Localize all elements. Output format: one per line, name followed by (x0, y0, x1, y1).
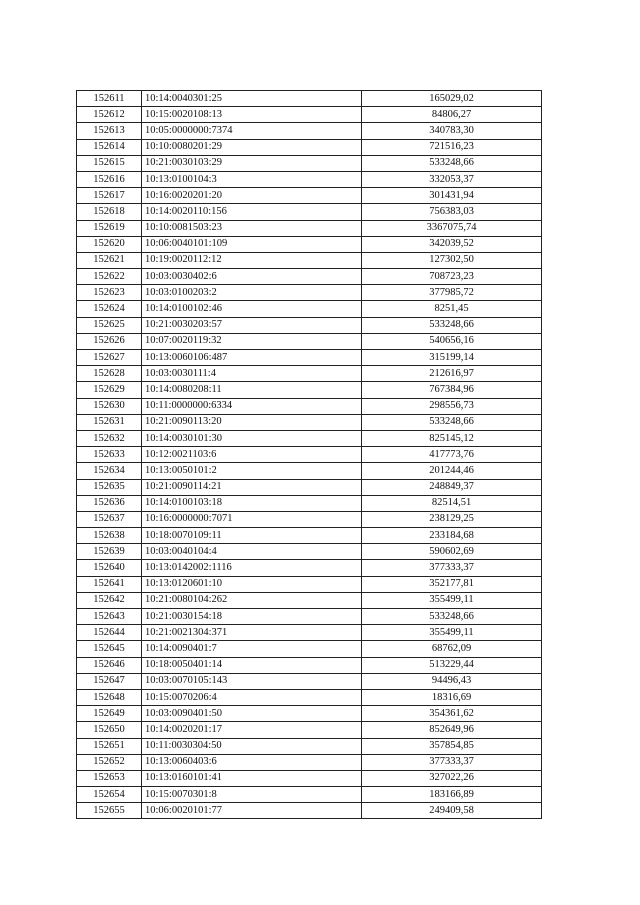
table-row (77, 285, 542, 301)
table-row (77, 398, 542, 414)
row-id-cell: 152645 (77, 641, 142, 657)
cadastral-number-cell: 10:11:0030304:50 (142, 738, 362, 754)
cadastral-number-cell: 10:21:0090114:21 (142, 479, 362, 495)
row-id-cell: 152630 (77, 398, 142, 414)
cadastral-number-cell: 10:15:0070301:8 (142, 787, 362, 803)
value-cell: 68762,09 (362, 641, 542, 657)
row-id-cell: 152648 (77, 689, 142, 705)
table-row (77, 722, 542, 738)
row-id-cell: 152625 (77, 317, 142, 333)
value-cell: 233184,68 (362, 528, 542, 544)
cadastral-number-cell: 10:10:0080201:29 (142, 139, 362, 155)
value-cell: 127302,50 (362, 252, 542, 268)
table-row (77, 673, 542, 689)
table-row (77, 511, 542, 527)
table-row (77, 770, 542, 786)
value-cell: 355499,11 (362, 592, 542, 608)
data-table (76, 90, 542, 819)
cadastral-number-cell: 10:18:0050401:14 (142, 657, 362, 673)
row-id-cell: 152612 (77, 107, 142, 123)
table-row (77, 447, 542, 463)
row-id-cell: 152617 (77, 188, 142, 204)
cadastral-number-cell: 10:14:0090401:7 (142, 641, 362, 657)
row-id-cell: 152655 (77, 803, 142, 819)
row-id-cell: 152635 (77, 479, 142, 495)
cadastral-number-cell: 10:14:0040301:25 (142, 91, 362, 107)
table-row (77, 430, 542, 446)
value-cell: 767384,96 (362, 382, 542, 398)
row-id-cell: 152622 (77, 269, 142, 285)
cadastral-number-cell: 10:14:0100103:18 (142, 495, 362, 511)
value-cell: 332053,37 (362, 171, 542, 187)
value-cell: 212616,97 (362, 366, 542, 382)
value-cell: 355499,11 (362, 625, 542, 641)
value-cell: 342039,52 (362, 236, 542, 252)
cadastral-number-cell: 10:03:0070105:143 (142, 673, 362, 689)
value-cell: 708723,23 (362, 269, 542, 285)
cadastral-number-cell: 10:21:0030103:29 (142, 155, 362, 171)
cadastral-number-cell: 10:14:0100102:46 (142, 301, 362, 317)
value-cell: 533248,66 (362, 155, 542, 171)
table-row (77, 689, 542, 705)
value-cell: 852649,96 (362, 722, 542, 738)
row-id-cell: 152615 (77, 155, 142, 171)
table-row (77, 171, 542, 187)
cadastral-number-cell: 10:16:0020201:20 (142, 188, 362, 204)
row-id-cell: 152649 (77, 706, 142, 722)
value-cell: 84806,27 (362, 107, 542, 123)
table-row (77, 414, 542, 430)
value-cell: 533248,66 (362, 414, 542, 430)
cadastral-number-cell: 10:14:0080208:11 (142, 382, 362, 398)
cadastral-number-cell: 10:13:0060106:487 (142, 350, 362, 366)
row-id-cell: 152627 (77, 350, 142, 366)
cadastral-number-cell: 10:10:0081503:23 (142, 220, 362, 236)
table-row (77, 560, 542, 576)
value-cell: 301431,94 (362, 188, 542, 204)
value-cell: 183166,89 (362, 787, 542, 803)
cadastral-number-cell: 10:03:0040104:4 (142, 544, 362, 560)
cadastral-number-cell: 10:16:0000000:7071 (142, 511, 362, 527)
cadastral-number-cell: 10:03:0100203:2 (142, 285, 362, 301)
cadastral-number-cell: 10:14:0020201:17 (142, 722, 362, 738)
cadastral-number-cell: 10:13:0160101:41 (142, 770, 362, 786)
cadastral-number-cell: 10:14:0030101:30 (142, 430, 362, 446)
table-row (77, 528, 542, 544)
table-row (77, 236, 542, 252)
table-row (77, 366, 542, 382)
row-id-cell: 152631 (77, 414, 142, 430)
row-id-cell: 152646 (77, 657, 142, 673)
row-id-cell: 152654 (77, 787, 142, 803)
row-id-cell: 152638 (77, 528, 142, 544)
cadastral-number-cell: 10:15:0020108:13 (142, 107, 362, 123)
table-row (77, 463, 542, 479)
cadastral-number-cell: 10:03:0030402:6 (142, 269, 362, 285)
cadastral-number-cell: 10:14:0020110:156 (142, 204, 362, 220)
row-id-cell: 152651 (77, 738, 142, 754)
cadastral-number-cell: 10:21:0030203:57 (142, 317, 362, 333)
table-row (77, 803, 542, 819)
row-id-cell: 152633 (77, 447, 142, 463)
cadastral-number-cell: 10:18:0070109:11 (142, 528, 362, 544)
row-id-cell: 152616 (77, 171, 142, 187)
value-cell: 756383,03 (362, 204, 542, 220)
table-row (77, 317, 542, 333)
cadastral-number-cell: 10:13:0060403:6 (142, 754, 362, 770)
value-cell: 3367075,74 (362, 220, 542, 236)
table-row (77, 139, 542, 155)
value-cell: 18316,69 (362, 689, 542, 705)
table-row (77, 155, 542, 171)
table-row (77, 754, 542, 770)
row-id-cell: 152634 (77, 463, 142, 479)
value-cell: 354361,62 (362, 706, 542, 722)
row-id-cell: 152637 (77, 511, 142, 527)
table-row (77, 333, 542, 349)
table-row (77, 592, 542, 608)
value-cell: 165029,02 (362, 91, 542, 107)
table-row (77, 738, 542, 754)
table-row (77, 576, 542, 592)
cadastral-number-cell: 10:05:0000000:7374 (142, 123, 362, 139)
row-id-cell: 152614 (77, 139, 142, 155)
value-cell: 327022,26 (362, 770, 542, 786)
row-id-cell: 152632 (77, 430, 142, 446)
table-row (77, 609, 542, 625)
cadastral-number-cell: 10:13:0050101:2 (142, 463, 362, 479)
row-id-cell: 152621 (77, 252, 142, 268)
value-cell: 315199,14 (362, 350, 542, 366)
cadastral-number-cell: 10:13:0100104:3 (142, 171, 362, 187)
cadastral-number-cell: 10:12:0021103:6 (142, 447, 362, 463)
value-cell: 533248,66 (362, 317, 542, 333)
table-row (77, 188, 542, 204)
table-row (77, 641, 542, 657)
cadastral-number-cell: 10:13:0142002:1116 (142, 560, 362, 576)
value-cell: 352177,81 (362, 576, 542, 592)
table-row (77, 625, 542, 641)
row-id-cell: 152628 (77, 366, 142, 382)
table-row (77, 495, 542, 511)
row-id-cell: 152640 (77, 560, 142, 576)
row-id-cell: 152642 (77, 592, 142, 608)
table-row (77, 544, 542, 560)
table-row (77, 657, 542, 673)
row-id-cell: 152629 (77, 382, 142, 398)
cadastral-number-cell: 10:15:0070206:4 (142, 689, 362, 705)
value-cell: 340783,30 (362, 123, 542, 139)
table-row (77, 123, 542, 139)
cadastral-number-cell: 10:21:0021304:371 (142, 625, 362, 641)
value-cell: 201244,46 (362, 463, 542, 479)
cadastral-number-cell: 10:11:0000000:6334 (142, 398, 362, 414)
value-cell: 417773,76 (362, 447, 542, 463)
row-id-cell: 152650 (77, 722, 142, 738)
row-id-cell: 152653 (77, 770, 142, 786)
value-cell: 94496,43 (362, 673, 542, 689)
cadastral-number-cell: 10:07:0020119:32 (142, 333, 362, 349)
table-row (77, 382, 542, 398)
value-cell: 721516,23 (362, 139, 542, 155)
row-id-cell: 152644 (77, 625, 142, 641)
row-id-cell: 152626 (77, 333, 142, 349)
row-id-cell: 152636 (77, 495, 142, 511)
value-cell: 377333,37 (362, 754, 542, 770)
cadastral-number-cell: 10:21:0080104:262 (142, 592, 362, 608)
row-id-cell: 152639 (77, 544, 142, 560)
value-cell: 82514,51 (362, 495, 542, 511)
row-id-cell: 152624 (77, 301, 142, 317)
value-cell: 238129,25 (362, 511, 542, 527)
value-cell: 8251,45 (362, 301, 542, 317)
row-id-cell: 152613 (77, 123, 142, 139)
cadastral-number-cell: 10:03:0030111:4 (142, 366, 362, 382)
table-row (77, 301, 542, 317)
cadastral-number-cell: 10:21:0030154:18 (142, 609, 362, 625)
value-cell: 377985,72 (362, 285, 542, 301)
value-cell: 513229,44 (362, 657, 542, 673)
table-row (77, 204, 542, 220)
value-cell: 533248,66 (362, 609, 542, 625)
row-id-cell: 152647 (77, 673, 142, 689)
value-cell: 377333,37 (362, 560, 542, 576)
table-row (77, 107, 542, 123)
value-cell: 357854,85 (362, 738, 542, 754)
row-id-cell: 152618 (77, 204, 142, 220)
table-row (77, 479, 542, 495)
table-body (77, 91, 542, 819)
table-row (77, 706, 542, 722)
row-id-cell: 152643 (77, 609, 142, 625)
table-row (77, 252, 542, 268)
value-cell: 249409,58 (362, 803, 542, 819)
row-id-cell: 152619 (77, 220, 142, 236)
table-row (77, 220, 542, 236)
table-row (77, 91, 542, 107)
row-id-cell: 152611 (77, 91, 142, 107)
value-cell: 590602,69 (362, 544, 542, 560)
value-cell: 540656,16 (362, 333, 542, 349)
cadastral-number-cell: 10:19:0020112:12 (142, 252, 362, 268)
table-row (77, 787, 542, 803)
value-cell: 298556,73 (362, 398, 542, 414)
cadastral-number-cell: 10:13:0120601:10 (142, 576, 362, 592)
value-cell: 825145,12 (362, 430, 542, 446)
cadastral-number-cell: 10:03:0090401:50 (142, 706, 362, 722)
cadastral-number-cell: 10:06:0020101:77 (142, 803, 362, 819)
row-id-cell: 152641 (77, 576, 142, 592)
value-cell: 248849,37 (362, 479, 542, 495)
row-id-cell: 152652 (77, 754, 142, 770)
row-id-cell: 152620 (77, 236, 142, 252)
cadastral-number-cell: 10:21:0090113:20 (142, 414, 362, 430)
table-row (77, 269, 542, 285)
table-row (77, 350, 542, 366)
row-id-cell: 152623 (77, 285, 142, 301)
cadastral-number-cell: 10:06:0040101:109 (142, 236, 362, 252)
